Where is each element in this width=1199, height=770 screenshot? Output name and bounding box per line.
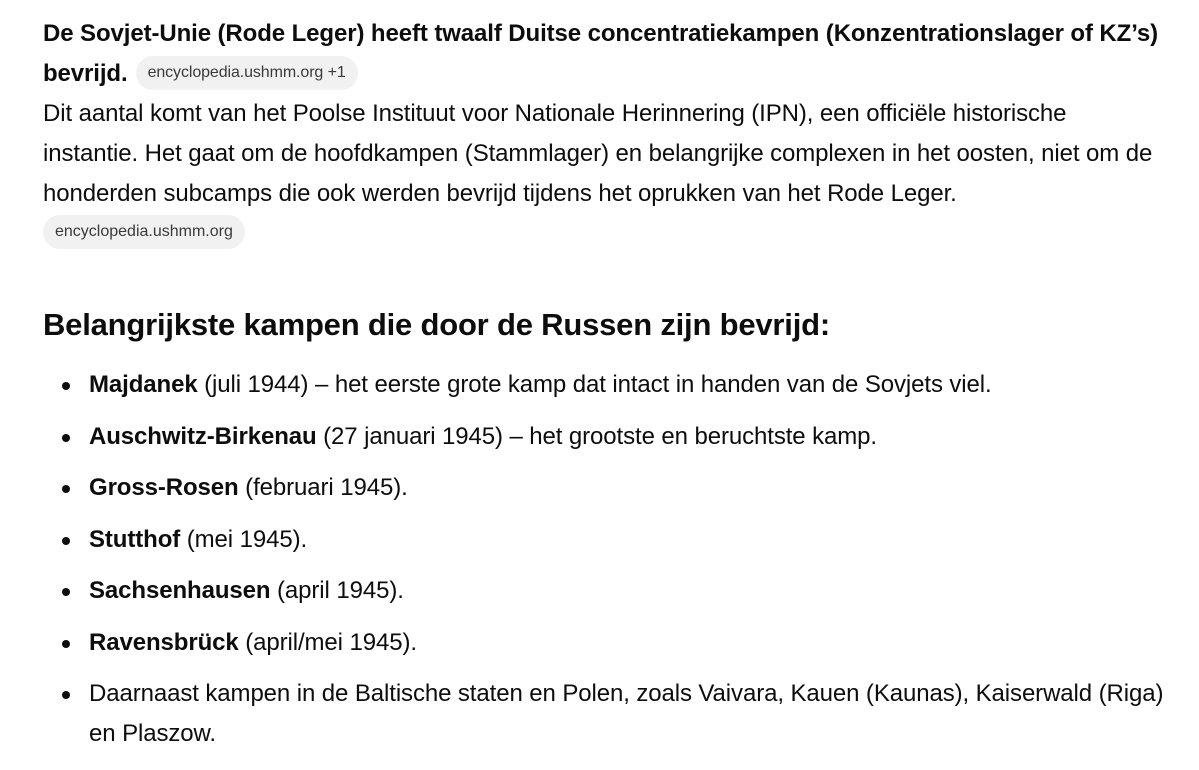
source-chip[interactable]: encyclopedia.ushmm.org <box>43 215 245 249</box>
camp-name: Sachsenhausen <box>89 577 271 604</box>
list-item <box>43 623 1168 663</box>
list-item <box>43 468 1168 508</box>
source-chip[interactable]: encyclopedia.ushmm.org +1 <box>136 56 358 90</box>
bullet-icon <box>62 382 70 390</box>
explanation-paragraph: Dit aantal komt van het Poolse Instituut voor Nationale Herinnering (IPN), een officiële historische instantie. Het gaat om de hoofdkampen (Stammlager) en belangrijke complexen in het oosten, niet om de honderden subcamps die ook werden bevrijd tijdens het oprukken van het Rode Leger. <box>43 100 1153 207</box>
camp-detail: Daarnaast kampen in de Baltische staten en Polen, zoals Vaivara, Kauen (Kaunas), Kaiserwald (Riga) en Plaszow. <box>89 680 1164 747</box>
camp-name: Majdanek <box>89 371 198 398</box>
camps-list <box>43 365 1168 754</box>
bullet-icon <box>62 537 70 545</box>
bullet-icon <box>62 640 70 648</box>
camp-name: Ravensbrück <box>89 628 239 656</box>
camp-detail: (april/mei 1945). <box>238 628 417 656</box>
camp-detail: (mei 1945). <box>180 525 308 553</box>
list-item <box>43 365 1168 405</box>
bullet-icon <box>62 691 70 699</box>
camp-name: Gross-Rosen <box>89 474 239 501</box>
list-item <box>43 417 1168 457</box>
explanation-source-row <box>43 215 1168 253</box>
bullet-icon <box>62 434 70 442</box>
camp-name: Stutthof <box>89 525 181 553</box>
camp-detail: (27 januari 1945) – het grootste en beruchtste kamp. <box>316 422 877 450</box>
section-heading: Belangrijkste kampen die door de Russen zijn bevrijd: <box>43 307 830 342</box>
list-item <box>43 520 1168 560</box>
list-item <box>43 571 1168 611</box>
response-content <box>43 14 1168 766</box>
camp-detail: (juli 1944) – het eerste grote kamp dat intact in handen van de Sovjets viel. <box>197 371 992 398</box>
bullet-icon <box>62 588 70 596</box>
camp-name: Auschwitz-Birkenau <box>89 422 317 450</box>
list-item <box>43 674 1168 754</box>
intro-paragraph <box>43 14 1168 94</box>
camp-detail: (april 1945). <box>270 577 404 604</box>
camp-detail: (februari 1945). <box>238 474 408 501</box>
intro-bold-text: De Sovjet-Unie (Rode Leger) heeft twaalf Duitse concentratiekampen (Konzentrationslager of KZ’s) bevrijd. <box>43 20 1159 87</box>
bullet-icon <box>62 485 70 493</box>
